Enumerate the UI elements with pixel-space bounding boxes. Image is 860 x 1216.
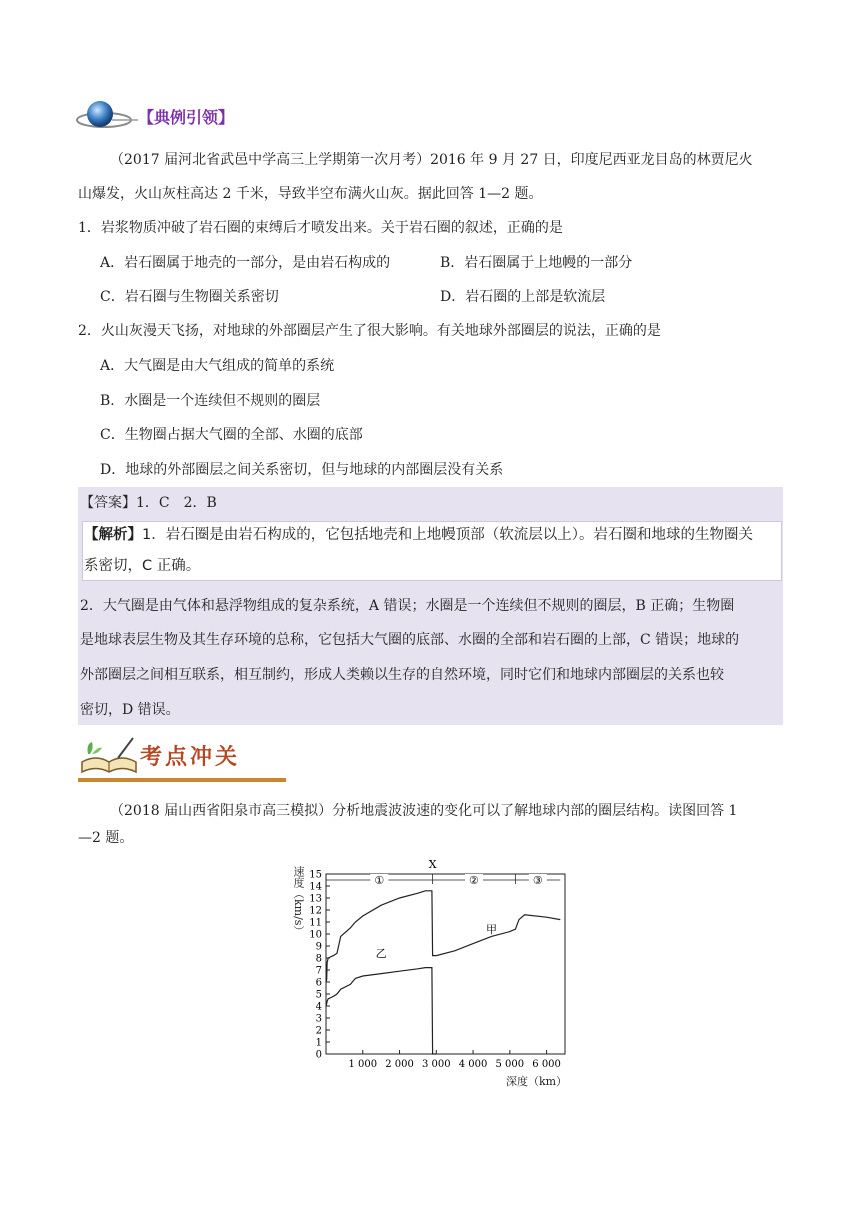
zone-label: ① [374, 874, 385, 887]
section-title-practice: 考点冲关 [140, 745, 241, 770]
section-underline [78, 778, 286, 782]
explanation-2-line4: 密切，D 错误。 [80, 702, 180, 718]
chart-axes [326, 874, 565, 1054]
y-tick-label: 7 [315, 965, 322, 977]
question-1-option-b: B．岩石圈属于上地幔的一部分 [440, 255, 633, 271]
y-tick-label: 15 [309, 869, 322, 881]
question-2-option-a: A．大气圈是由大气组成的简单的系统 [100, 358, 335, 374]
y-tick-label: 9 [315, 941, 322, 953]
intro-paragraph-line1: （2017 届河北省武邑中学高三上学期第一次月考）2016 年 9 月 27 日，印度尼西亚龙目岛的林贾尼火 [110, 152, 753, 168]
question-2-stem: 2．火山灰漫天飞扬，对地球的外部圈层产生了很大影响。有关地球外部圈层的说法，正确的是 [78, 323, 661, 339]
explanation-2-line1: 2．大气圈是由气体和悬浮物组成的复杂系统，A 错误；水圈是一个连续但不规则的圈层，B 正确；生物圈 [80, 598, 735, 614]
chart-ticks [309, 870, 561, 1071]
x-tick-label: 2 000 [385, 1059, 414, 1070]
explanation-2-line2: 是地球表层生物及其生存环境的总称，它包括大气圈的底部、水圈的全部和岩石圈的上部，C 错误；地球的 [80, 632, 740, 648]
question-1-option-a: A．岩石圈属于地壳的一部分，是由岩石构成的 [100, 255, 391, 271]
answer-text: 【答案】1．C 2．B [80, 495, 217, 511]
y-tick-label: 1 [315, 1037, 322, 1049]
x-tick-label: 5 000 [495, 1059, 525, 1070]
x-marker-label: X [428, 858, 437, 871]
y-axis-label: 速度（km/s） [292, 866, 305, 937]
y-tick-label: 13 [309, 893, 322, 905]
chart-series [326, 891, 560, 1054]
x-tick-label: 1 000 [348, 1059, 378, 1070]
x-tick-label: 6 000 [532, 1059, 561, 1070]
seismic-wave-chart [280, 850, 590, 1090]
question-1-stem: 1．岩浆物质冲破了岩石圈的束缚后才喷发出来。关于岩石圈的叙述，正确的是 [78, 220, 563, 236]
book-icon [78, 732, 140, 778]
question-2-option-c: C．生物圈占据大气圈的全部、水圈的底部 [100, 427, 363, 443]
globe-icon [76, 98, 138, 134]
x-axis-label: 深度（km） [506, 1075, 568, 1088]
explanation-label: 【解析】 [84, 527, 142, 543]
y-tick-label: 11 [309, 917, 322, 929]
practice-intro-line1: （2018 届山西省阳泉市高三模拟）分析地震波波速的变化可以了解地球内部的圈层结构。读图回答 1 [110, 803, 738, 819]
y-tick-label: 3 [315, 1013, 322, 1025]
explanation-line2: 系密切，C 正确。 [84, 558, 201, 574]
y-tick-label: 6 [315, 977, 322, 989]
intro-paragraph-line2: 山爆发，火山灰柱高达 2 千米，导致半空布满火山灰。据此回答 1—2 题。 [78, 186, 543, 202]
explanation-line1 [84, 525, 753, 545]
section-title-examples: 【典例引领】 [138, 108, 235, 127]
y-tick-label: 2 [315, 1025, 322, 1037]
y-tick-label: 12 [309, 905, 322, 917]
zone-label: ② [469, 874, 479, 887]
y-tick-label: 5 [315, 989, 322, 1001]
plot-frame [326, 874, 565, 1054]
chart-zones [326, 858, 560, 887]
y-tick-label: 10 [309, 929, 322, 941]
y-tick-label: 4 [315, 1001, 322, 1013]
question-2-option-b: B．水圈是一个连续但不规则的圈层 [100, 393, 321, 409]
series-line-yi [326, 968, 436, 1054]
series-line-jia [326, 891, 560, 982]
y-tick-label: 14 [309, 881, 322, 893]
x-tick-label: 4 000 [458, 1059, 488, 1070]
question-1-option-c: C．岩石圈与生物圈关系密切 [100, 289, 279, 305]
x-tick-label: 3 000 [421, 1059, 451, 1070]
y-tick-label: 0 [315, 1049, 322, 1061]
explanation-2-line3: 外部圈层之间相互联系，相互制约，形成人类赖以生存的自然环境，同时它们和地球内部圈层的关系也较 [80, 667, 724, 683]
series-label: 乙 [375, 946, 387, 960]
question-1-option-d: D．岩石圈的上部是软流层 [440, 289, 606, 305]
practice-intro-line2: —2 题。 [78, 830, 134, 846]
y-tick-label: 8 [315, 953, 322, 965]
explanation-text-1: 1．岩石圈是由岩石构成的，它包括地壳和上地幔顶部（软流层以上）。岩石圈和地球的生物圈关 [142, 527, 753, 543]
zone-label: ③ [532, 874, 543, 887]
question-2-option-d: D．地球的外部圈层之间关系密切，但与地球的内部圈层没有关系 [100, 462, 504, 478]
series-label: 甲 [485, 922, 497, 936]
